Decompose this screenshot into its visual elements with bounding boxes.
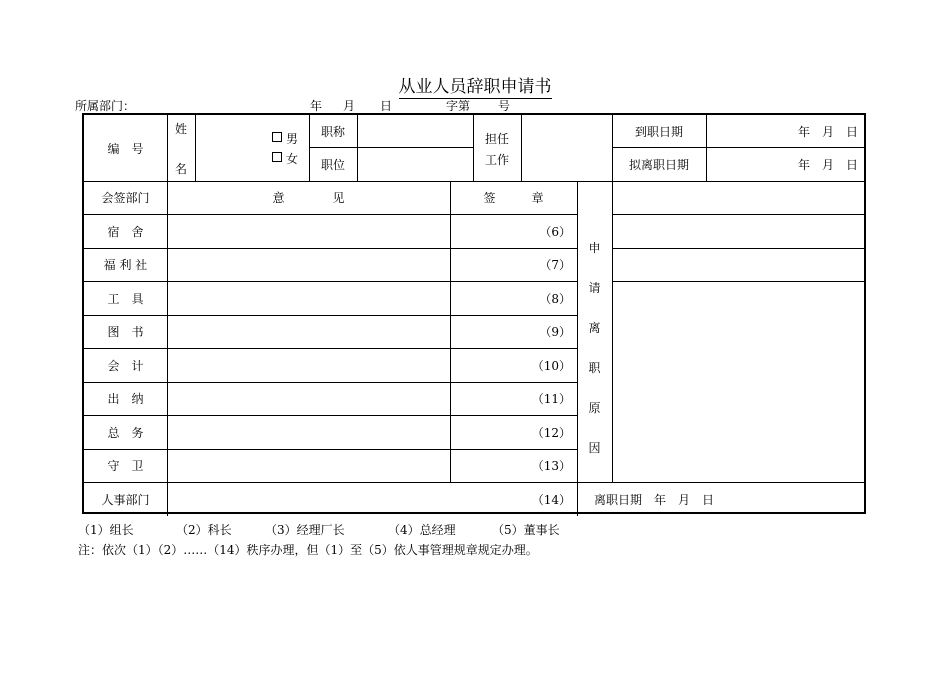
dept-accounting: 会 计 bbox=[107, 358, 144, 373]
approver-1: （1）组长 bbox=[78, 523, 134, 537]
seal-number: （14） bbox=[531, 492, 571, 507]
start-date-label: 到职日期 bbox=[634, 124, 683, 139]
start-date-value[interactable]: 年 月 日 bbox=[797, 124, 858, 139]
opinion-header: 意 见 bbox=[272, 191, 345, 205]
department-label: 所属部门： bbox=[75, 99, 136, 113]
seal-number: （7） bbox=[539, 258, 571, 272]
doc-number-suffix: 号 bbox=[498, 99, 511, 113]
seal-number: （11） bbox=[531, 392, 571, 406]
approver-4: （4）总经理 bbox=[388, 523, 456, 537]
seal-number: （10） bbox=[531, 358, 571, 373]
planned-leave-date-label: 拟离职日期 bbox=[628, 157, 689, 172]
seal-number: （6） bbox=[539, 224, 571, 239]
name-label-char-1: 姓 bbox=[174, 121, 187, 136]
grid-line bbox=[521, 115, 522, 181]
dept-cashier: 出 纳 bbox=[107, 392, 144, 406]
grid-line bbox=[612, 281, 864, 282]
employee-number-label: 编 号 bbox=[107, 141, 144, 156]
duty-label-line-1: 担任 bbox=[484, 131, 509, 146]
checkbox-icon bbox=[272, 132, 282, 142]
doc-number-prefix: 字第 bbox=[446, 99, 471, 113]
date-day-label: 日 bbox=[380, 99, 393, 113]
date-year-label: 年 bbox=[310, 99, 323, 113]
grid-line bbox=[473, 115, 474, 181]
approver-2: （2）科长 bbox=[176, 523, 232, 537]
dept-library: 图 书 bbox=[107, 325, 144, 339]
duty-label-line-2: 工作 bbox=[484, 152, 509, 167]
date-month-label: 月 bbox=[343, 99, 356, 113]
planned-leave-date-value[interactable]: 年 月 日 bbox=[797, 157, 858, 172]
countersign-dept-header: 会签部门 bbox=[101, 191, 150, 205]
grid-line bbox=[195, 115, 196, 181]
checkbox-icon bbox=[272, 152, 282, 162]
grid-line bbox=[357, 115, 358, 181]
approver-3: （3）经理厂长 bbox=[265, 523, 345, 537]
leave-date-label: 离职日期 年 月 日 bbox=[594, 492, 715, 507]
gender-female-option[interactable]: 女 bbox=[272, 150, 298, 166]
name-label-char-2: 名 bbox=[174, 161, 187, 176]
position-label: 职位 bbox=[320, 157, 345, 172]
title-label: 职称 bbox=[320, 124, 345, 139]
grid-line bbox=[612, 214, 864, 215]
document-title: 从业人员辞职申请书 bbox=[398, 77, 552, 97]
seal-number: （13） bbox=[531, 459, 571, 473]
resignation-reason-label: 申 请 离 职 原 因 bbox=[588, 241, 601, 455]
seal-number: （8） bbox=[539, 291, 571, 306]
dept-dormitory: 宿 舍 bbox=[107, 224, 144, 239]
dept-welfare-shop: 福 利 社 bbox=[103, 258, 148, 272]
gender-male-option[interactable]: 男 bbox=[272, 130, 298, 146]
seal-number: （9） bbox=[539, 325, 571, 339]
grid-line bbox=[612, 248, 864, 249]
dept-personnel: 人事部门 bbox=[101, 492, 150, 507]
footer-note: 注：依次（1）（2）……（14）秩序办理，但（1）至（5）依人事管理规章规定办理。 bbox=[78, 543, 538, 557]
approver-5: （5）董事长 bbox=[492, 523, 560, 537]
grid-line bbox=[612, 181, 613, 482]
dept-general-affairs: 总 务 bbox=[107, 425, 144, 440]
seal-header: 签 章 bbox=[483, 191, 544, 205]
resignation-form-table bbox=[82, 113, 866, 514]
grid-line bbox=[167, 181, 168, 516]
dept-tools: 工 具 bbox=[107, 291, 144, 306]
seal-number: （12） bbox=[531, 425, 571, 440]
dept-guard: 守 卫 bbox=[107, 459, 144, 473]
